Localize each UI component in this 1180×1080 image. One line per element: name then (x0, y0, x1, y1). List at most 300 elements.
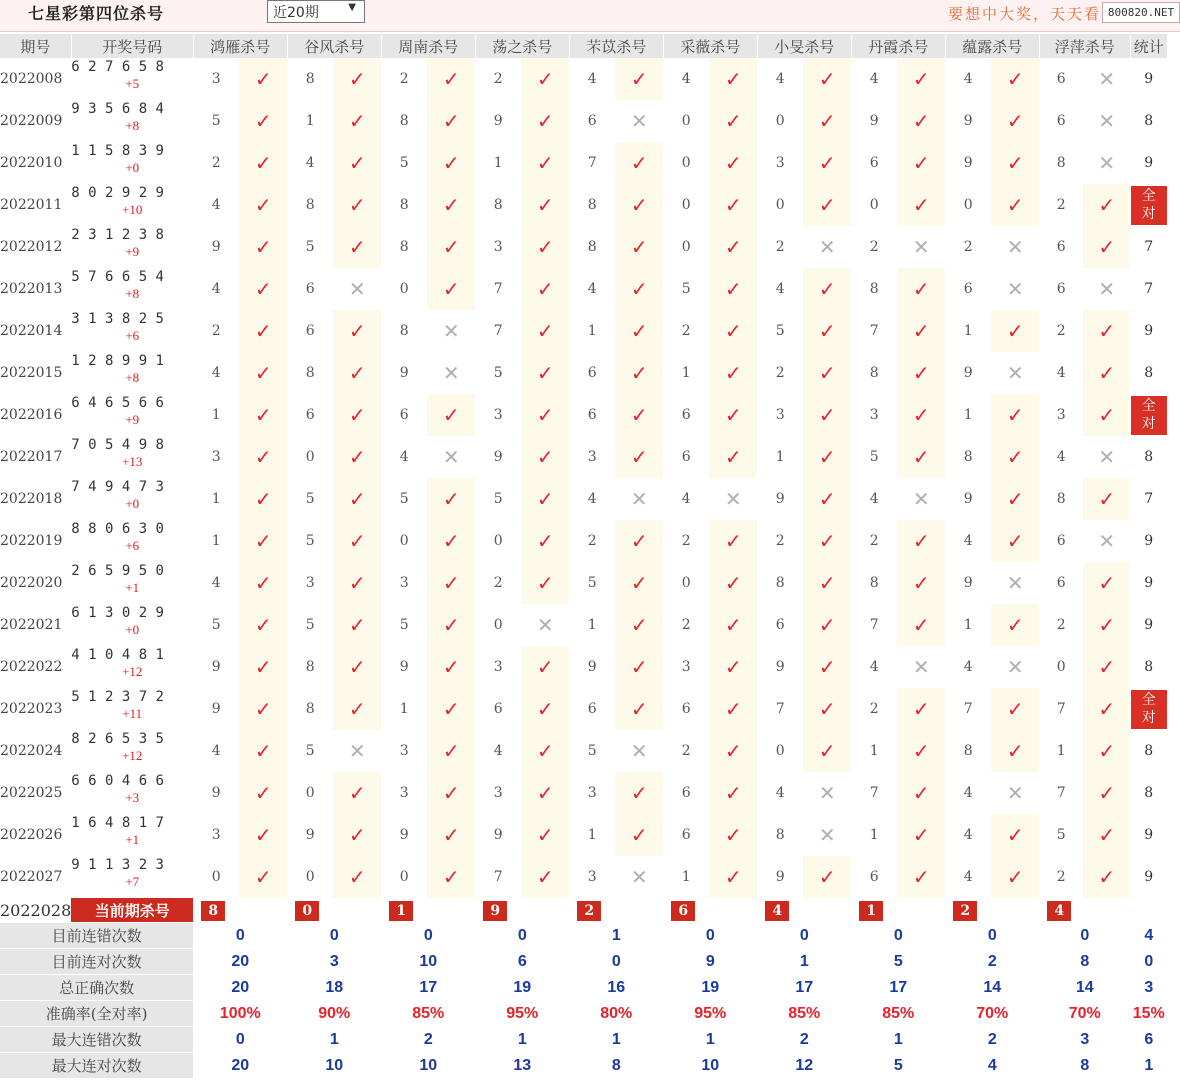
kill-number-cell: 0 (757, 730, 803, 772)
kill-number-cell: 4 (851, 478, 897, 520)
kill-number-cell: 2 (475, 58, 521, 100)
stats-row (0, 1027, 1167, 1053)
kill-number-cell: 5 (287, 604, 333, 646)
draw-numbers: 2 6 5 9 5 0 (71, 563, 164, 579)
check-icon: ✓ (991, 394, 1039, 436)
check-icon: ✓ (1083, 772, 1130, 814)
kill-number-cell: 6 (475, 688, 521, 730)
draw-numbers: 6 1 3 0 2 9 (71, 605, 164, 621)
span-sum: +1 (125, 580, 140, 595)
check-icon: ✓ (333, 646, 381, 688)
stats-value: 85% (381, 1001, 475, 1027)
kill-number-cell: 5 (193, 100, 239, 142)
cross-icon: ✕ (521, 604, 569, 646)
check-icon: ✓ (803, 478, 851, 520)
kill-number-cell: 4 (757, 268, 803, 310)
stats-value: 6 (475, 949, 569, 975)
cross-icon: ✕ (615, 730, 663, 772)
cross-icon: ✕ (1083, 100, 1130, 142)
check-icon: ✓ (709, 436, 757, 478)
check-icon: ✓ (709, 730, 757, 772)
check-icon: ✓ (521, 856, 569, 898)
stat-cell (1130, 394, 1167, 436)
check-icon: ✓ (333, 604, 381, 646)
kill-number-cell: 2 (851, 520, 897, 562)
kill-number-cell: 2 (475, 562, 521, 604)
check-icon: ✓ (991, 856, 1039, 898)
table-row (0, 562, 1167, 604)
check-icon: ✓ (709, 688, 757, 730)
check-icon: ✓ (427, 268, 475, 310)
check-icon: ✓ (239, 184, 287, 226)
kill-number-cell: 0 (663, 100, 709, 142)
period-cell: 2022016 (0, 394, 71, 436)
table-row (0, 814, 1167, 856)
kill-number-cell: 9 (945, 478, 991, 520)
kill-number-cell: 5 (475, 352, 521, 394)
check-icon: ✓ (333, 100, 381, 142)
kill-number-cell: 6 (663, 772, 709, 814)
check-icon: ✓ (1083, 310, 1130, 352)
stats-value: 2 (945, 1027, 1039, 1053)
check-icon: ✓ (239, 142, 287, 184)
check-icon: ✓ (1083, 856, 1130, 898)
check-icon: ✓ (709, 814, 757, 856)
check-icon: ✓ (1083, 646, 1130, 688)
check-icon: ✓ (1083, 562, 1130, 604)
check-icon: ✓ (897, 436, 945, 478)
check-icon: ✓ (239, 310, 287, 352)
kill-number-cell: 1 (757, 436, 803, 478)
stats-value: 12 (757, 1053, 851, 1079)
kill-number-cell: 7 (851, 310, 897, 352)
check-icon: ✓ (615, 142, 663, 184)
col-header: 荡之杀号 (475, 34, 569, 58)
kill-number-cell: 0 (757, 184, 803, 226)
cross-icon: ✕ (615, 478, 663, 520)
check-icon: ✓ (803, 100, 851, 142)
current-kill-badge: 2 (953, 901, 977, 921)
check-icon: ✓ (333, 226, 381, 268)
draw-numbers: 9 3 5 6 8 4 (71, 101, 164, 117)
all-correct-badge (1131, 186, 1167, 225)
kill-number-cell: 0 (757, 100, 803, 142)
kill-number-cell: 8 (569, 184, 615, 226)
kill-number-cell: 9 (381, 352, 427, 394)
check-icon: ✓ (803, 352, 851, 394)
draw-numbers-cell (71, 436, 193, 478)
kill-number-cell: 6 (663, 436, 709, 478)
all-correct-label: 全对 (1141, 691, 1156, 726)
draw-numbers: 6 4 6 5 6 6 (71, 395, 164, 411)
draw-numbers: 4 1 0 4 8 1 (71, 647, 164, 663)
kill-number-cell: 3 (663, 646, 709, 688)
stats-value: 100% (193, 1001, 287, 1027)
check-icon: ✓ (239, 100, 287, 142)
check-icon: ✓ (521, 310, 569, 352)
check-icon: ✓ (803, 268, 851, 310)
kill-number-cell: 6 (1039, 562, 1083, 604)
check-icon: ✓ (709, 352, 757, 394)
table-row (0, 58, 1167, 100)
kill-number-cell: 3 (757, 142, 803, 184)
stats-value: 80% (569, 1001, 663, 1027)
kill-number-cell: 0 (381, 856, 427, 898)
kill-number-cell: 8 (851, 562, 897, 604)
stats-value: 16 (569, 975, 663, 1001)
kill-number-cell: 3 (475, 394, 521, 436)
kill-number-cell: 4 (287, 142, 333, 184)
check-icon: ✓ (709, 646, 757, 688)
kill-number-cell: 2 (193, 142, 239, 184)
col-header: 丹霞杀号 (851, 34, 945, 58)
kill-number-cell: 6 (1039, 520, 1083, 562)
kill-number-cell: 8 (757, 814, 803, 856)
period-cell: 2022023 (0, 688, 71, 730)
kill-number-cell: 8 (381, 184, 427, 226)
check-icon: ✓ (239, 856, 287, 898)
period-cell: 2022014 (0, 310, 71, 352)
stats-value: 19 (663, 975, 757, 1001)
stats-value: 1 (569, 1027, 663, 1053)
draw-numbers: 1 2 8 9 9 1 (71, 353, 164, 369)
period-select-value: 近20期 (273, 5, 319, 21)
span-sum: +9 (125, 412, 140, 427)
current-kill-badge: 6 (671, 901, 695, 921)
check-icon: ✓ (427, 520, 475, 562)
table-row (0, 856, 1167, 898)
period-cell: 2022008 (0, 58, 71, 100)
kill-number-cell: 4 (851, 58, 897, 100)
table-row (0, 646, 1167, 688)
kill-number-cell: 9 (193, 646, 239, 688)
stats-value: 20 (193, 975, 287, 1001)
kill-number-cell: 3 (569, 436, 615, 478)
current-period-row (0, 898, 1167, 923)
check-icon: ✓ (333, 856, 381, 898)
kill-number-cell: 5 (569, 562, 615, 604)
stat-cell: 8 (1130, 646, 1167, 688)
kill-number-cell: 3 (569, 856, 615, 898)
cross-icon: ✕ (991, 226, 1039, 268)
check-icon: ✓ (897, 184, 945, 226)
table-row (0, 688, 1167, 730)
stat-cell: 9 (1130, 814, 1167, 856)
current-kill-badge: 9 (483, 901, 507, 921)
check-icon: ✓ (991, 814, 1039, 856)
kill-number-cell: 8 (1039, 142, 1083, 184)
stats-value: 1 (287, 1027, 381, 1053)
all-correct-label: 全对 (1141, 187, 1156, 222)
kill-number-cell: 4 (1039, 436, 1083, 478)
period-select[interactable] (267, 0, 365, 23)
check-icon: ✓ (615, 520, 663, 562)
kill-number-cell: 6 (1039, 268, 1083, 310)
cross-icon: ✕ (1083, 268, 1130, 310)
stat-cell: 9 (1130, 58, 1167, 100)
stats-value: 3 (287, 949, 381, 975)
current-kill-cell (663, 898, 757, 923)
table-row (0, 352, 1167, 394)
kill-number-cell: 6 (569, 394, 615, 436)
kill-number-cell: 7 (757, 688, 803, 730)
draw-numbers-cell (71, 604, 193, 646)
span-sum: +1 (125, 832, 140, 847)
stat-cell: 7 (1130, 478, 1167, 520)
kill-number-cell: 4 (569, 478, 615, 520)
period-cell: 2022015 (0, 352, 71, 394)
stats-row (0, 923, 1167, 949)
kill-number-cell: 2 (1039, 310, 1083, 352)
slogan-banner[interactable]: 要想中大奖，天天看 (948, 5, 1102, 23)
kill-number-cell: 1 (475, 142, 521, 184)
kill-number-cell: 0 (381, 268, 427, 310)
period-cell: 2022012 (0, 226, 71, 268)
check-icon: ✓ (803, 394, 851, 436)
current-kill-badge: 4 (765, 901, 789, 921)
draw-numbers: 6 2 7 6 5 8 (71, 59, 164, 75)
draw-numbers-cell (71, 184, 193, 226)
col-header: 统计 (1130, 34, 1167, 58)
current-kill-badge: 4 (1047, 901, 1071, 921)
kill-number-cell: 8 (1039, 478, 1083, 520)
kill-number-cell: 5 (381, 142, 427, 184)
kill-number-cell: 9 (945, 142, 991, 184)
span-sum: +9 (125, 244, 140, 259)
cross-icon: ✕ (991, 562, 1039, 604)
check-icon: ✓ (239, 520, 287, 562)
cross-icon: ✕ (803, 772, 851, 814)
kill-number-cell: 5 (851, 436, 897, 478)
current-kill-cell (381, 898, 475, 923)
check-icon: ✓ (239, 58, 287, 100)
top-bar (0, 0, 1180, 32)
kill-number-table (0, 34, 1168, 1078)
check-icon: ✓ (521, 142, 569, 184)
check-icon: ✓ (333, 58, 381, 100)
check-icon: ✓ (427, 688, 475, 730)
check-icon: ✓ (239, 604, 287, 646)
kill-number-cell: 3 (569, 772, 615, 814)
draw-numbers-cell (71, 478, 193, 520)
kill-number-cell: 8 (851, 352, 897, 394)
kill-number-cell: 9 (193, 226, 239, 268)
current-kill-badge: 1 (859, 901, 883, 921)
check-icon: ✓ (709, 184, 757, 226)
stats-value: 3 (1039, 1027, 1130, 1053)
kill-number-cell: 6 (569, 688, 615, 730)
stats-value: 0 (945, 923, 1039, 949)
stats-label: 目前连错次数 (0, 923, 193, 949)
draw-numbers-cell (71, 310, 193, 352)
kill-number-cell: 0 (475, 520, 521, 562)
kill-number-cell: 6 (1039, 226, 1083, 268)
kill-number-cell: 8 (475, 184, 521, 226)
span-sum: +11 (122, 706, 143, 721)
stats-value: 0 (663, 923, 757, 949)
kill-number-cell: 9 (475, 436, 521, 478)
check-icon: ✓ (803, 730, 851, 772)
col-header: 鸿雁杀号 (193, 34, 287, 58)
check-icon: ✓ (333, 772, 381, 814)
kill-number-cell: 4 (945, 520, 991, 562)
current-kill-badge: 8 (201, 901, 225, 921)
kill-number-cell: 7 (945, 688, 991, 730)
kill-number-cell: 1 (945, 310, 991, 352)
period-cell: 2022020 (0, 562, 71, 604)
stats-label: 目前连对次数 (0, 949, 193, 975)
check-icon: ✓ (615, 436, 663, 478)
check-icon: ✓ (521, 268, 569, 310)
check-icon: ✓ (709, 226, 757, 268)
check-icon: ✓ (427, 646, 475, 688)
stats-value: 1 (475, 1027, 569, 1053)
kill-number-cell: 7 (569, 142, 615, 184)
chevron-down-icon: ▼ (348, 2, 356, 13)
stats-value: 10 (287, 1053, 381, 1079)
check-icon: ✓ (521, 730, 569, 772)
span-sum: +8 (125, 370, 140, 385)
cross-icon: ✕ (991, 352, 1039, 394)
check-icon: ✓ (1083, 730, 1130, 772)
kill-number-cell: 0 (663, 184, 709, 226)
current-kill-label: 当前期杀号 (71, 898, 193, 923)
stat-cell: 9 (1130, 520, 1167, 562)
check-icon: ✓ (333, 814, 381, 856)
check-icon: ✓ (897, 856, 945, 898)
col-header: 浮萍杀号 (1039, 34, 1130, 58)
kill-number-cell: 4 (381, 436, 427, 478)
check-icon: ✓ (521, 352, 569, 394)
kill-number-cell: 0 (663, 562, 709, 604)
cross-icon: ✕ (803, 226, 851, 268)
span-sum: +6 (125, 328, 140, 343)
draw-numbers: 6 6 0 4 6 6 (71, 773, 164, 789)
check-icon: ✓ (615, 226, 663, 268)
draw-numbers: 8 0 2 9 2 9 (71, 185, 164, 201)
period-cell: 2022022 (0, 646, 71, 688)
stat-cell: 8 (1130, 352, 1167, 394)
kill-number-cell: 4 (851, 646, 897, 688)
kill-number-cell: 1 (193, 520, 239, 562)
kill-number-cell: 6 (569, 100, 615, 142)
cross-icon: ✕ (897, 646, 945, 688)
stats-value: 13 (475, 1053, 569, 1079)
kill-number-cell: 2 (1039, 856, 1083, 898)
table-row (0, 226, 1167, 268)
kill-number-cell: 1 (945, 604, 991, 646)
stats-value: 0 (757, 923, 851, 949)
table-row (0, 730, 1167, 772)
stats-value: 0 (1039, 923, 1130, 949)
stats-value: 70% (945, 1001, 1039, 1027)
stat-cell: 7 (1130, 226, 1167, 268)
col-header: 采薇杀号 (663, 34, 757, 58)
check-icon: ✓ (239, 772, 287, 814)
check-icon: ✓ (239, 814, 287, 856)
kill-number-cell: 4 (569, 268, 615, 310)
kill-number-cell: 2 (1039, 604, 1083, 646)
stat-cell: 9 (1130, 310, 1167, 352)
check-icon: ✓ (615, 814, 663, 856)
check-icon: ✓ (897, 100, 945, 142)
check-icon: ✓ (427, 604, 475, 646)
check-icon: ✓ (333, 310, 381, 352)
kill-number-cell: 7 (851, 772, 897, 814)
kill-number-cell: 0 (663, 142, 709, 184)
table-row (0, 436, 1167, 478)
kill-number-cell: 2 (851, 226, 897, 268)
kill-number-cell: 5 (287, 226, 333, 268)
period-cell: 2022009 (0, 100, 71, 142)
check-icon: ✓ (427, 58, 475, 100)
draw-numbers-cell (71, 646, 193, 688)
draw-numbers: 1 6 4 8 1 7 (71, 815, 164, 831)
stats-row (0, 949, 1167, 975)
check-icon: ✓ (803, 436, 851, 478)
kill-number-cell: 1 (1039, 730, 1083, 772)
check-icon: ✓ (615, 604, 663, 646)
check-icon: ✓ (709, 772, 757, 814)
kill-number-cell: 8 (287, 184, 333, 226)
check-icon: ✓ (521, 646, 569, 688)
stats-value: 1 (851, 1027, 945, 1053)
kill-number-cell: 9 (287, 814, 333, 856)
kill-number-cell: 8 (945, 436, 991, 478)
check-icon: ✓ (521, 688, 569, 730)
kill-number-cell: 8 (381, 100, 427, 142)
kill-number-cell: 1 (569, 814, 615, 856)
kill-number-cell: 7 (475, 310, 521, 352)
cross-icon: ✕ (897, 226, 945, 268)
kill-number-cell: 4 (569, 58, 615, 100)
check-icon: ✓ (1083, 184, 1130, 226)
check-icon: ✓ (897, 520, 945, 562)
check-icon: ✓ (1083, 478, 1130, 520)
check-icon: ✓ (709, 562, 757, 604)
draw-numbers-cell (71, 856, 193, 898)
stats-value: 8 (1039, 1053, 1130, 1079)
kill-number-cell: 3 (381, 562, 427, 604)
span-sum: +8 (125, 118, 140, 133)
table-row (0, 184, 1167, 226)
current-kill-cell (757, 898, 851, 923)
check-icon: ✓ (427, 142, 475, 184)
check-icon: ✓ (803, 856, 851, 898)
check-icon: ✓ (897, 688, 945, 730)
check-icon: ✓ (991, 100, 1039, 142)
stats-row (0, 975, 1167, 1001)
check-icon: ✓ (333, 688, 381, 730)
check-icon: ✓ (991, 58, 1039, 100)
stats-value: 8 (1039, 949, 1130, 975)
check-icon: ✓ (333, 562, 381, 604)
site-badge[interactable]: 800820.NET (1102, 2, 1180, 23)
check-icon: ✓ (239, 352, 287, 394)
check-icon: ✓ (615, 184, 663, 226)
span-sum: +13 (122, 454, 143, 469)
kill-number-cell: 8 (287, 688, 333, 730)
check-icon: ✓ (709, 520, 757, 562)
period-cell: 2022017 (0, 436, 71, 478)
kill-number-cell: 2 (663, 604, 709, 646)
kill-number-cell: 4 (1039, 352, 1083, 394)
span-sum: +7 (125, 874, 140, 889)
check-icon: ✓ (1083, 352, 1130, 394)
col-header: 小旻杀号 (757, 34, 851, 58)
stats-value: 8 (569, 1053, 663, 1079)
period-cell: 2022026 (0, 814, 71, 856)
